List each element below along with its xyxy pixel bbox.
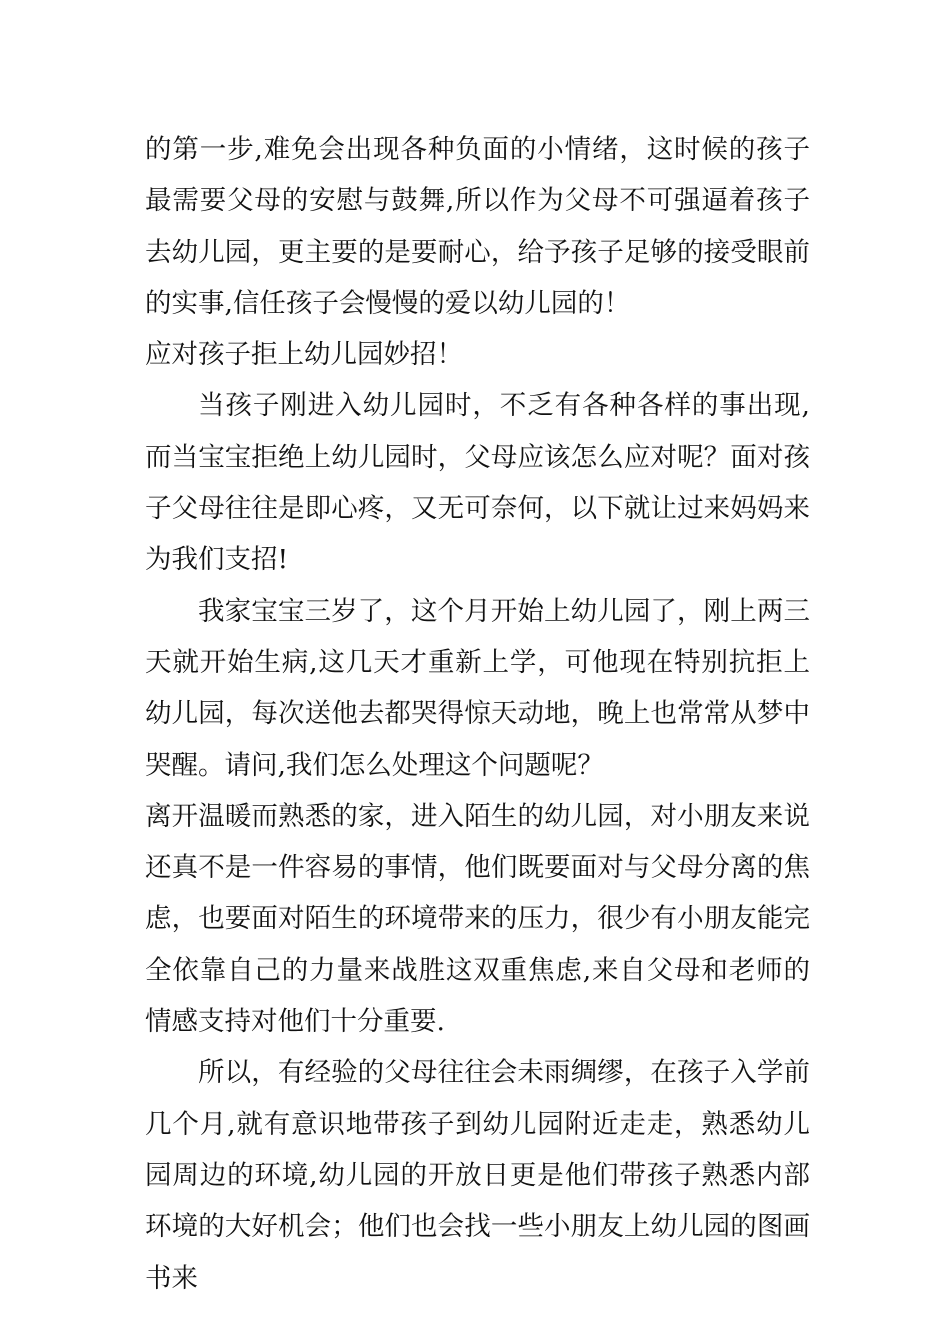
section-heading: 应对孩子拒上幼儿园妙招！ xyxy=(145,339,463,371)
paragraph-parent-question: 我家宝宝三岁了，这个月开始上幼儿园了，刚上两三天就开始生病,这几天才重新上学，可他现在特别抗拒上幼儿园，每次送他去都哭得惊天动地，晚上也常常从梦中哭醒。请问,我们怎么处理这个问题呢？ xyxy=(145,595,810,781)
paragraph-continuation: 的第一步,难免会出现各种负面的小情绪，这时候的孩子最需要父母的安慰与鼓舞,所以作为父母不可强逼着孩子去幼儿园，更主要的是要耐心，给予孩子足够的接受眼前的实事,信任孩子会慢慢的爱以幼儿园的！ xyxy=(145,134,810,319)
paragraph-advice: 所以，有经验的父母往往会未雨绸缪，在孩子入学前几个月,就有意识地带孩子到幼儿园附近走走，熟悉幼儿园周边的环境,幼儿园的开放日更是他们带孩子熟悉内部环境的大好机会；他们也会找一些小朋友上幼儿园的图画书来 xyxy=(145,1057,810,1294)
document-body xyxy=(145,124,810,1304)
paragraph-intro: 当孩子刚进入幼儿园时，不乏有各种各样的事出现,而当宝宝拒绝上幼儿园时，父母应该怎么应对呢？面对孩子父母往往是即心疼，又无可奈何，以下就让过来妈妈来为我们支招! xyxy=(145,390,810,576)
paragraph-answer: 离开温暖而熟悉的家，进入陌生的幼儿园，对小朋友来说还真不是一件容易的事情，他们既要面对与父母分离的焦虑，也要面对陌生的环境带来的压力，很少有小朋友能完全依靠自己的力量来战胜这双重焦虑,来自父母和老师的情感支持对他们十分重要. xyxy=(145,800,810,1038)
